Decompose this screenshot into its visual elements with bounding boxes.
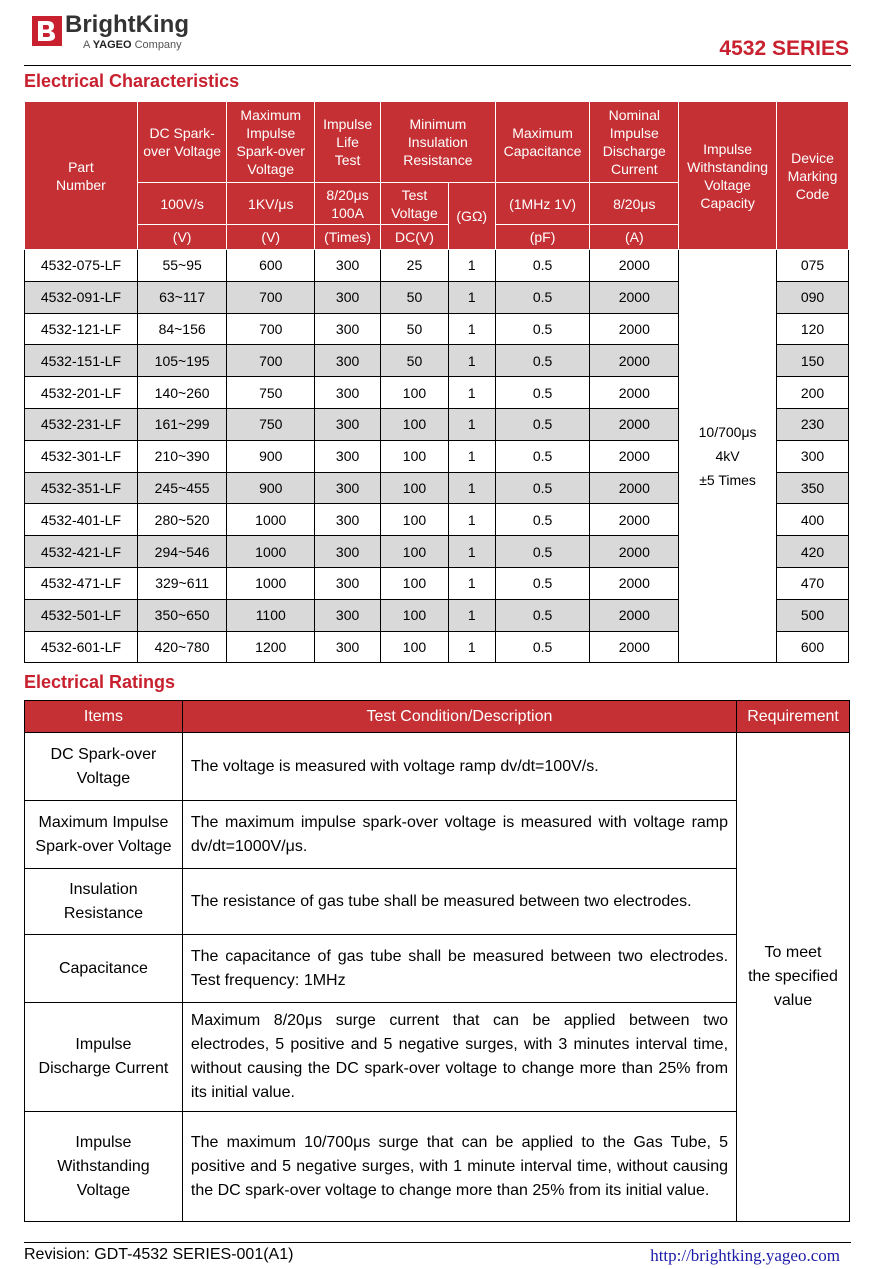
cell-test-voltage: 100 xyxy=(381,408,449,440)
table-row xyxy=(25,733,850,801)
cell-dc-sparkover: 210~390 xyxy=(137,440,227,472)
cell-insulation-gohm: 1 xyxy=(448,472,495,504)
cell-marking-code: 090 xyxy=(777,281,849,313)
cell-discharge-current: 2000 xyxy=(590,567,679,599)
cell-dc-sparkover: 55~95 xyxy=(137,250,227,282)
requirement-cell xyxy=(737,733,850,1222)
cell-impulse-life: 300 xyxy=(315,504,381,536)
header-unit-life: (Times) xyxy=(315,225,381,250)
cell-capacitance: 0.5 xyxy=(495,345,590,377)
cell-impulse-life: 300 xyxy=(315,313,381,345)
rating-item-line: DC Spark-over xyxy=(50,745,157,763)
cell-part-number: 4532-091-LF xyxy=(25,281,138,313)
cell-capacitance: 0.5 xyxy=(495,250,590,282)
cell-part-number: 4532-301-LF xyxy=(25,440,138,472)
cell-insulation-gohm: 1 xyxy=(448,599,495,631)
cell-test-voltage: 50 xyxy=(381,345,449,377)
header-sub-dc: 100V/s xyxy=(137,183,227,225)
table-row xyxy=(25,801,850,869)
header-withstanding: Impulse Withstanding Voltage Capacity xyxy=(679,102,777,250)
rating-item-line: Maximum Impulse xyxy=(38,813,169,831)
withstanding-line: ±5 Times xyxy=(699,472,756,489)
cell-dc-sparkover: 350~650 xyxy=(137,599,227,631)
cell-part-number: 4532-201-LF xyxy=(25,377,138,409)
cell-capacitance: 0.5 xyxy=(495,440,590,472)
rating-item-line: Impulse xyxy=(75,1036,132,1053)
cell-discharge-current: 2000 xyxy=(590,408,679,440)
header-impulse-life: Impulse Life Test xyxy=(315,102,381,183)
rating-item xyxy=(25,935,183,1003)
cell-discharge-current: 2000 xyxy=(590,345,679,377)
rating-item xyxy=(25,1003,183,1112)
rating-item xyxy=(25,733,183,801)
cell-dc-sparkover: 245~455 xyxy=(137,472,227,504)
rating-item-line: Withstanding xyxy=(57,1157,150,1175)
cell-part-number: 4532-351-LF xyxy=(25,472,138,504)
cell-impulse-life: 300 xyxy=(315,377,381,409)
cell-insulation-gohm: 1 xyxy=(448,377,495,409)
electrical-ratings-body xyxy=(25,733,850,1222)
cell-marking-code: 500 xyxy=(777,599,849,631)
brand-sub-prefix: A xyxy=(83,39,90,51)
cell-capacitance: 0.5 xyxy=(495,281,590,313)
cell-discharge-current: 2000 xyxy=(590,472,679,504)
rating-description: The capacitance of gas tube shall be measured between two electrodes. Test frequency: 1MHz xyxy=(182,935,736,1003)
cell-capacitance: 0.5 xyxy=(495,377,590,409)
cell-impulse-life: 300 xyxy=(315,567,381,599)
header-sub-cap: (1MHz 1V) xyxy=(495,183,590,225)
brand-sub-suffix: Company xyxy=(134,39,182,51)
cell-insulation-gohm: 1 xyxy=(448,631,495,663)
cell-impulse-life: 300 xyxy=(315,281,381,313)
header-unit-dc: (V) xyxy=(137,225,227,250)
cell-test-voltage: 100 xyxy=(381,536,449,568)
table-row xyxy=(25,250,849,282)
header-max-impulse: Maximum Impulse Spark-over Voltage xyxy=(227,102,315,183)
cell-test-voltage: 100 xyxy=(381,567,449,599)
rating-description: The maximum impulse spark-over voltage is measured with voltage ramp dv/dt=1000V/μs. xyxy=(182,801,736,869)
rating-item-line: Insulation xyxy=(69,880,138,898)
header-nominal-discharge: Nominal Impulse Discharge Current xyxy=(590,102,679,183)
rating-description: The voltage is measured with voltage ramp dv/dt=100V/s. xyxy=(182,733,736,801)
header-min-insulation: Minimum Insulation Resistance xyxy=(381,102,496,183)
electrical-characteristics-body xyxy=(25,250,849,663)
cell-marking-code: 230 xyxy=(777,408,849,440)
header-sub-imp: 1KV/μs xyxy=(227,183,315,225)
header-unit-discharge: (A) xyxy=(590,225,679,250)
rating-item xyxy=(25,801,183,869)
cell-test-voltage: 100 xyxy=(381,472,449,504)
cell-marking-code: 200 xyxy=(777,377,849,409)
cell-dc-sparkover: 280~520 xyxy=(137,504,227,536)
cell-capacitance: 0.5 xyxy=(495,631,590,663)
cell-part-number: 4532-601-LF xyxy=(25,631,138,663)
cell-impulse-life: 300 xyxy=(315,599,381,631)
cell-dc-sparkover: 329~611 xyxy=(137,567,227,599)
brand-subtitle xyxy=(83,39,182,51)
header-requirement: Requirement xyxy=(737,701,850,733)
cell-insulation-gohm: 1 xyxy=(448,250,495,282)
header-sub-test-voltage: Test Voltage xyxy=(381,183,449,225)
cell-marking-code: 075 xyxy=(777,250,849,282)
cell-part-number: 4532-151-LF xyxy=(25,345,138,377)
cell-discharge-current: 2000 xyxy=(590,599,679,631)
header-sub-discharge: 8/20μs xyxy=(590,183,679,225)
brand-sub-bold: YAGEO xyxy=(92,39,132,51)
cell-part-number: 4532-075-LF xyxy=(25,250,138,282)
cell-impulse-life: 300 xyxy=(315,536,381,568)
cell-max-impulse: 750 xyxy=(227,408,315,440)
rating-item-line: Resistance xyxy=(63,904,144,922)
table-row xyxy=(25,1112,850,1222)
cell-impulse-life: 300 xyxy=(315,472,381,504)
cell-max-impulse: 1200 xyxy=(227,631,315,663)
cell-test-voltage: 100 xyxy=(381,504,449,536)
cell-test-voltage: 100 xyxy=(381,440,449,472)
cell-discharge-current: 2000 xyxy=(590,536,679,568)
cell-dc-sparkover: 63~117 xyxy=(137,281,227,313)
cell-discharge-current: 2000 xyxy=(590,631,679,663)
cell-part-number: 4532-421-LF xyxy=(25,536,138,568)
header-unit-cap: (pF) xyxy=(495,225,590,250)
cell-max-impulse: 1000 xyxy=(227,504,315,536)
header-dc-sparkover: DC Spark-over Voltage xyxy=(137,102,227,183)
header-max-capacitance: Maximum Capacitance xyxy=(495,102,590,183)
cell-max-impulse: 700 xyxy=(227,345,315,377)
cell-dc-sparkover: 161~299 xyxy=(137,408,227,440)
cell-dc-sparkover: 84~156 xyxy=(137,313,227,345)
cell-marking-code: 420 xyxy=(777,536,849,568)
cell-discharge-current: 2000 xyxy=(590,377,679,409)
rating-item xyxy=(25,1112,183,1222)
cell-capacitance: 0.5 xyxy=(495,472,590,504)
cell-test-voltage: 100 xyxy=(381,599,449,631)
cell-max-impulse: 700 xyxy=(227,313,315,345)
cell-capacitance: 0.5 xyxy=(495,536,590,568)
cell-capacitance: 0.5 xyxy=(495,313,590,345)
cell-test-voltage: 50 xyxy=(381,313,449,345)
cell-max-impulse: 750 xyxy=(227,377,315,409)
table-row xyxy=(25,869,850,935)
rating-description: Maximum 8/20μs surge current that can be applied between two electrodes, 5 positive and 5 negative surges, with 3 minutes interval time, without causing the DC spark-over voltage to change more than 25% from its initial value. xyxy=(182,1003,736,1112)
cell-max-impulse: 900 xyxy=(227,440,315,472)
cell-insulation-gohm: 1 xyxy=(448,536,495,568)
rating-description: The maximum 10/700μs surge that can be applied to the Gas Tube, 5 positive and 5 negative surges, with 1 minute interval time, without causing the DC spark-over voltage to change more than 25% from its initial value. xyxy=(182,1112,736,1222)
cell-insulation-gohm: 1 xyxy=(448,440,495,472)
electrical-characteristics-table xyxy=(24,101,849,663)
cell-insulation-gohm: 1 xyxy=(448,313,495,345)
brightking-logo xyxy=(32,12,232,58)
withstanding-capacity-cell xyxy=(679,250,777,663)
cell-max-impulse: 1000 xyxy=(227,567,315,599)
header-unit-imp: (V) xyxy=(227,225,315,250)
cell-insulation-gohm: 1 xyxy=(448,567,495,599)
cell-part-number: 4532-501-LF xyxy=(25,599,138,631)
cell-marking-code: 150 xyxy=(777,345,849,377)
table-row xyxy=(25,1003,850,1112)
cell-marking-code: 600 xyxy=(777,631,849,663)
rating-item-line: Voltage xyxy=(76,769,131,787)
cell-part-number: 4532-231-LF xyxy=(25,408,138,440)
cell-discharge-current: 2000 xyxy=(590,250,679,282)
brightking-logo-mark-icon xyxy=(32,16,62,46)
cell-capacitance: 0.5 xyxy=(495,408,590,440)
cell-marking-code: 470 xyxy=(777,567,849,599)
header-part-number: Part Number xyxy=(25,102,138,250)
cell-discharge-current: 2000 xyxy=(590,281,679,313)
cell-insulation-gohm: 1 xyxy=(448,408,495,440)
electrical-characteristics-title: Electrical Characteristics xyxy=(24,71,240,91)
cell-discharge-current: 2000 xyxy=(590,313,679,345)
withstanding-line: 4kV xyxy=(715,448,740,465)
cell-impulse-life: 300 xyxy=(315,408,381,440)
header-sub-life: 8/20μs 100A xyxy=(315,183,381,225)
cell-test-voltage: 100 xyxy=(381,377,449,409)
withstanding-line: 10/700μs xyxy=(698,424,757,441)
cell-test-voltage: 50 xyxy=(381,281,449,313)
rating-item-line: Spark-over Voltage xyxy=(35,837,172,855)
cell-impulse-life: 300 xyxy=(315,345,381,377)
cell-marking-code: 120 xyxy=(777,313,849,345)
cell-impulse-life: 300 xyxy=(315,440,381,472)
cell-dc-sparkover: 105~195 xyxy=(137,345,227,377)
cell-impulse-life: 300 xyxy=(315,631,381,663)
website-link[interactable]: http://brightking.yageo.com xyxy=(650,1246,840,1265)
cell-part-number: 4532-471-LF xyxy=(25,567,138,599)
cell-test-voltage: 100 xyxy=(381,631,449,663)
cell-part-number: 4532-401-LF xyxy=(25,504,138,536)
cell-capacitance: 0.5 xyxy=(495,504,590,536)
header-test-condition: Test Condition/Description xyxy=(182,701,736,733)
electrical-ratings-table xyxy=(24,700,850,1222)
rating-item xyxy=(25,869,183,935)
page-footer xyxy=(24,1242,851,1269)
cell-max-impulse: 900 xyxy=(227,472,315,504)
rating-item-line: Capacitance xyxy=(58,959,148,977)
cell-capacitance: 0.5 xyxy=(495,567,590,599)
cell-test-voltage: 25 xyxy=(381,250,449,282)
cell-part-number: 4532-121-LF xyxy=(25,313,138,345)
cell-insulation-gohm: 1 xyxy=(448,281,495,313)
brand-name: BrightKing xyxy=(65,11,189,38)
series-title: 4532 SERIES xyxy=(719,37,849,60)
requirement-line: To meet xyxy=(764,944,822,961)
requirement-line: the specified xyxy=(748,968,838,985)
header-marking-code: Device Marking Code xyxy=(777,102,849,250)
header-sub-gohm: (GΩ) xyxy=(448,183,495,250)
cell-capacitance: 0.5 xyxy=(495,599,590,631)
cell-marking-code: 350 xyxy=(777,472,849,504)
cell-impulse-life: 300 xyxy=(315,250,381,282)
cell-marking-code: 300 xyxy=(777,440,849,472)
cell-marking-code: 400 xyxy=(777,504,849,536)
cell-max-impulse: 1100 xyxy=(227,599,315,631)
cell-max-impulse: 1000 xyxy=(227,536,315,568)
cell-max-impulse: 600 xyxy=(227,250,315,282)
revision-text: Revision: GDT-4532 SERIES-001(A1) xyxy=(24,1246,294,1263)
rating-item-line: Discharge Current xyxy=(38,1060,169,1077)
cell-dc-sparkover: 420~780 xyxy=(137,631,227,663)
rating-item-line: Voltage xyxy=(76,1181,131,1199)
cell-dc-sparkover: 294~546 xyxy=(137,536,227,568)
header-unit-test-voltage: DC(V) xyxy=(381,225,449,250)
electrical-ratings-title: Electrical Ratings xyxy=(24,672,176,692)
header-items: Items xyxy=(25,701,183,733)
requirement-line: value xyxy=(773,992,813,1009)
rating-description: The resistance of gas tube shall be measured between two electrodes. xyxy=(182,869,736,935)
rating-item-line: Impulse xyxy=(75,1133,132,1151)
cell-insulation-gohm: 1 xyxy=(448,345,495,377)
cell-discharge-current: 2000 xyxy=(590,440,679,472)
cell-max-impulse: 700 xyxy=(227,281,315,313)
page-header xyxy=(24,8,851,66)
cell-insulation-gohm: 1 xyxy=(448,504,495,536)
cell-discharge-current: 2000 xyxy=(590,504,679,536)
table-row xyxy=(25,935,850,1003)
cell-dc-sparkover: 140~260 xyxy=(137,377,227,409)
